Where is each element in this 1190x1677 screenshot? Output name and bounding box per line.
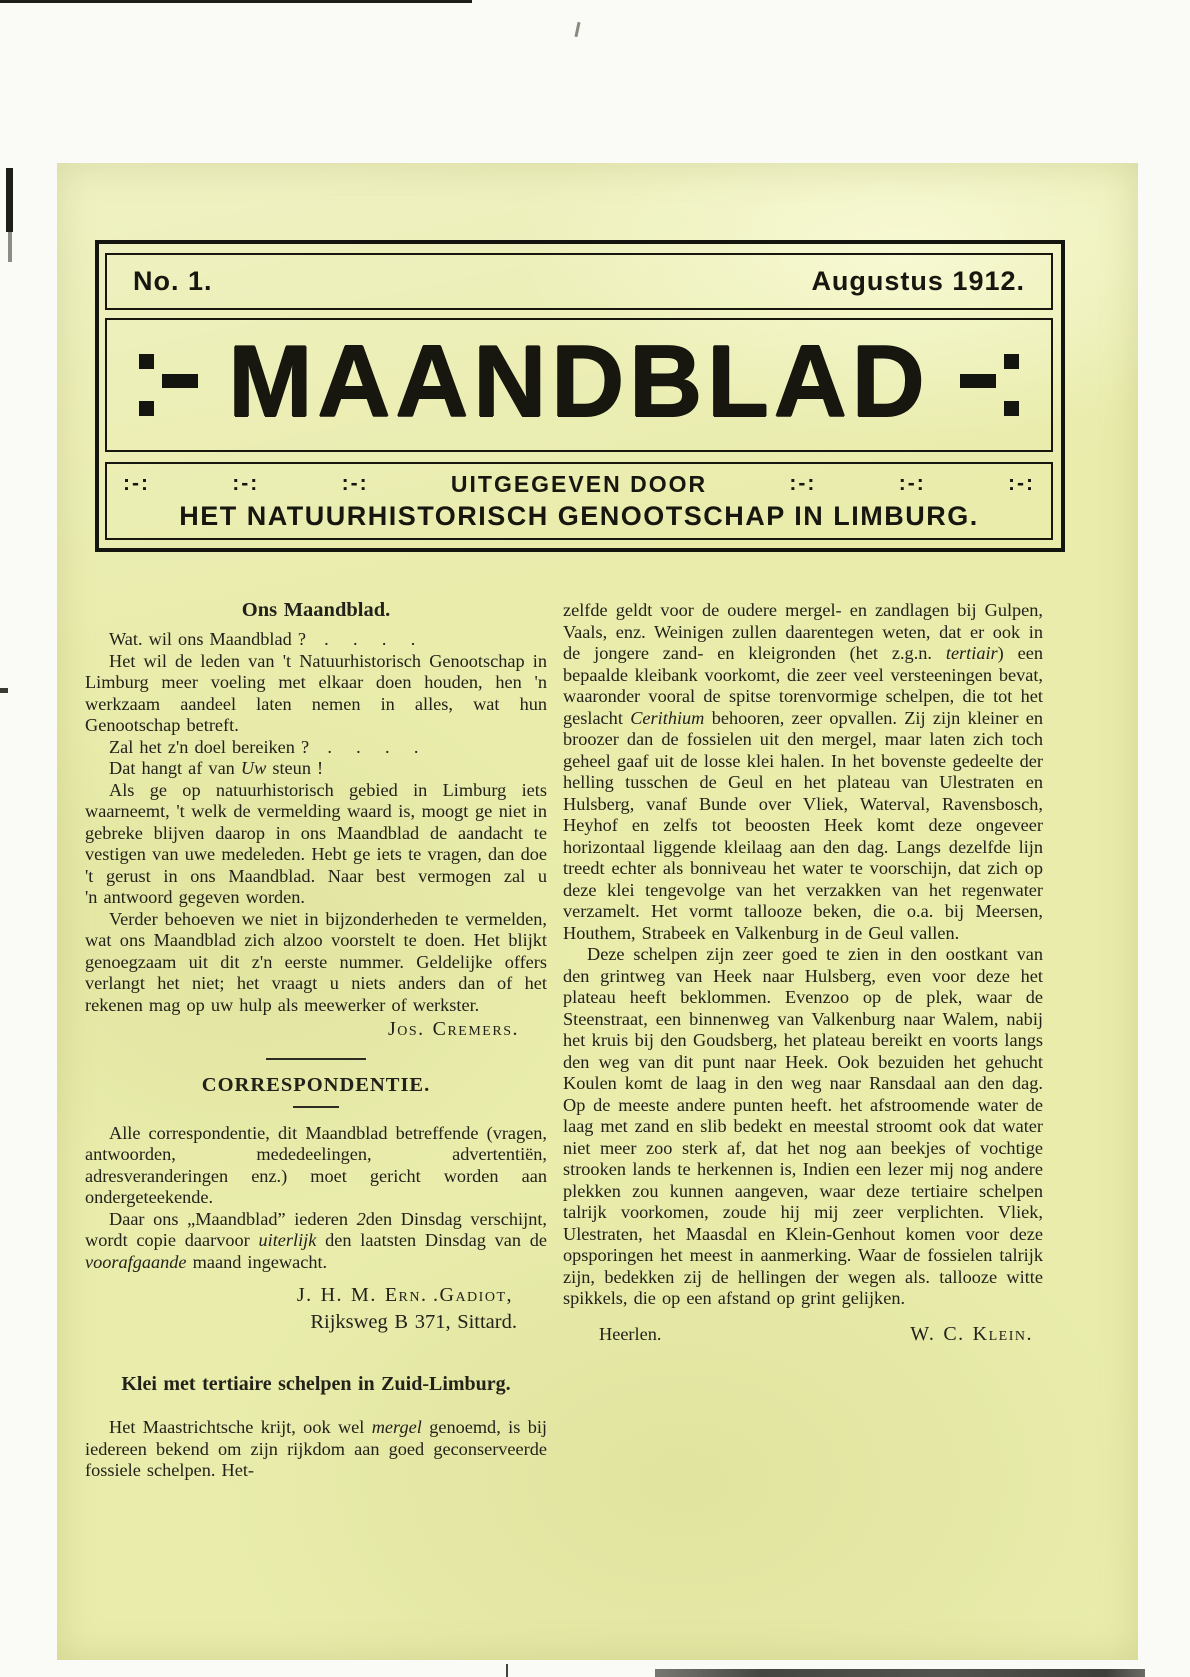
masthead-frame — [95, 240, 1065, 552]
scan-artifact-top-line — [0, 0, 472, 3]
title-box — [105, 318, 1053, 452]
issue-number: No. 1. — [133, 266, 213, 296]
paragraph: Alle correspondentie, dit Maandblad betreffende (vragen, antwoorden, mededeelingen, advertentiën, adresveranderingen enz.) moet gericht worden aan ondergeteekende. — [85, 1122, 547, 1207]
magazine-page — [57, 163, 1138, 1660]
colon-dash-ornament-icon — [139, 354, 198, 416]
paragraph: zelfde geldt voor de oudere mergel- en zandlagen bij Gulpen, Vaals, enz. Weinigen zullen daarentegen weten, dat er ook in de jongere zand- en kleigronden (het z.g.n. tertiair) een bepaalde kleibank voorkomt, die zeer veel versteeningen bevat, waaronder vooral de spitse torenvormige schelpen, die tot het geslacht Cerithium behooren, zeer opvallen. Zij zijn kleiner en broozer dan de fossielen uit den mergel, maar laten zich toch geheel gaaf uit de losse klei halen. In het bovenste gedeelte der helling tusschen de Geul en het plateau van Ulestraten en Hulsberg, vanaf Bunde over Vliek, Waterval, Ravensbosch, Heyhof en zelfs tot beoosten Heek komt deze ongeveer horizontaal liggende kleilaag aan den dag. Langs dezelfde lijn treedt echter als bonniveau het water te voorschijn, dat zich op deze klei tengevolge van het verzakken van het regenwater verzamelt. Het vormt tallooze beken, die o.a. bij Meersen, Houthem, Strabeek en Valkenburg in de Geul vallen. — [563, 600, 1044, 943]
place-name: Heerlen. — [599, 1323, 662, 1344]
dash-bar-icon — [960, 374, 996, 388]
publisher-box — [105, 462, 1053, 540]
dash-colon-ornament-icon — [960, 354, 1019, 416]
article-heading-ons-maandblad: Ons Maandblad. — [241, 599, 391, 621]
scan-artifact-left-bar — [6, 168, 13, 232]
scan-artifact-top-tick — [574, 22, 580, 37]
dash-bar-icon — [162, 374, 198, 388]
issue-date: Augustus 1912. — [811, 266, 1025, 296]
paragraph: Dat hangt af van Uw steun ! — [109, 758, 324, 778]
scan-artifact-bottom-tick — [506, 1664, 508, 1677]
published-by-label: UITGEGEVEN DOOR — [450, 470, 708, 497]
colon-dash-colon-ornament-icon: :-: — [232, 472, 260, 495]
author-signature-gadiot: J. H. M. Ern. .Gadiot, — [296, 1284, 513, 1306]
colon-dash-colon-ornament-icon: :-: — [341, 472, 369, 495]
signature-block-gadiot — [85, 1282, 547, 1336]
published-by-row — [107, 471, 1051, 498]
colon-dash-colon-ornament-icon: :-: — [898, 472, 926, 495]
colon-squares-icon — [139, 354, 154, 416]
article-footer — [563, 1324, 1043, 1346]
colon-dash-colon-ornament-icon: :-: — [1008, 472, 1035, 495]
scan-artifact-left-bar-2 — [8, 232, 12, 262]
left-column — [85, 598, 547, 1482]
colon-dash-colon-ornament-icon: :-: — [789, 472, 817, 495]
article-heading-correspondentie: CORRESPONDENTIE. — [201, 1073, 431, 1096]
magazine-title: MAANDBLAD — [228, 325, 930, 438]
publisher-name: HET NATUURHISTORISCH GENOOTSCHAP IN LIMBURG. — [179, 500, 979, 531]
paragraph: Verder behoeven we niet in bijzonderheden te vermelden, wat ons Maandblad zich alzoo voorstelt te doen. Het blijkt genoegzaam uit dit z'n eerste nummer. Geldelijke offers verlangt het niet; het vraagt u niets anders dan of het rekenen mag op uw hulp als meewerker of werkster. — [85, 908, 547, 1015]
scan-artifact-left-dash — [0, 688, 8, 693]
article-heading-klei: Klei met tertiaire schelpen in Zuid-Limburg. — [121, 1373, 511, 1395]
section-divider — [266, 1058, 366, 1060]
paragraph: Wat. wil ons Maandblad ? . . . . — [109, 629, 416, 649]
author-address-gadiot: Rijksweg B 371, Sittard. — [310, 1311, 517, 1333]
issue-date-row — [105, 253, 1053, 310]
scan-artifact-bottom-bar — [655, 1669, 1145, 1677]
paragraph: Het Maastrichtsche krijt, ook wel mergel genoemd, is bij iedereen bekend om zijn rijkdom aan goed geconserveerde fossiele schelpen. Het- — [85, 1417, 547, 1480]
paragraph: Daar ons „Maandblad” iederen 2den Dinsdag verschijnt, wordt copie daarvoor uiterlijk den laatsten Dinsdag van de voorafgaande maand ingewacht. — [85, 1208, 548, 1272]
paragraph: Als ge op natuurhistorisch gebied in Limburg iets waarneemt, 't welk de vermelding waard is, moogt ge niet in gebreke blijven daarop in ons Maandblad de aandacht te vestigen van uwe medeleden. Hebt ge iets te vragen, dan doe 't gerust in ons Maandblad. Naar best vermogen zal u 'n antwoord gegeven worden. — [85, 779, 547, 907]
paragraph: Zal het z'n doel bereiken ? . . . . — [109, 736, 419, 757]
paragraph: Het wil de leden van 't Natuurhistorisch Genootschap in Limburg meer voeling met elkaar doen houden, hen 'n werkzaam aandeel laten nemen in alles, wat hun Genootschap betreft. — [85, 650, 547, 735]
colon-dash-colon-ornament-icon: :-: — [123, 472, 150, 495]
right-column — [563, 600, 1043, 1345]
colon-squares-icon — [1004, 354, 1019, 416]
author-signature-klein: W. C. Klein. — [910, 1322, 1033, 1345]
author-signature-cremers: Jos. Cremers. — [387, 1018, 519, 1040]
paragraph: Deze schelpen zijn zeer goed te zien in den oostkant van den grintweg van Heek naar Hulsberg, even voor deze het plateau heeft beklommen. Evenzoo op de plek, waar de Steenstraat, een binnenweg van Valkenburg naar Walem, nabij het kruis bij den Goudsberg, het plateau bereikt en voorts langs den weg van dit punt naar Heek. Ook bezuiden het gehucht Koulen komt de laag in den weg naar Ransdaal aan den dag. Op de meeste andere punten heeft. het afstroomende water de laag met zand en slib bedekt en meestal stroomt ook dat water niet meer zoo sterk af, dat het nog aan beekjes of vochtige strooken lands te herkennen is, Indien een lezer mij nog andere plekken zou kunnen aangeven, waar deze tertiaire schelpen talrijk voorkomen, zoude hij mij zeer verplichten. Vliek, Ulestraten, het Maasdal en Klein-Genhout komen voor deze opsporingen het meest in aanmerking. Waar de fossielen talrijk zijn, bedekken zij de hellingen der wegen als. tallooze witte spikkels, die op een afstand op grint gelijken. — [563, 944, 1043, 1308]
heading-divider — [293, 1106, 339, 1108]
